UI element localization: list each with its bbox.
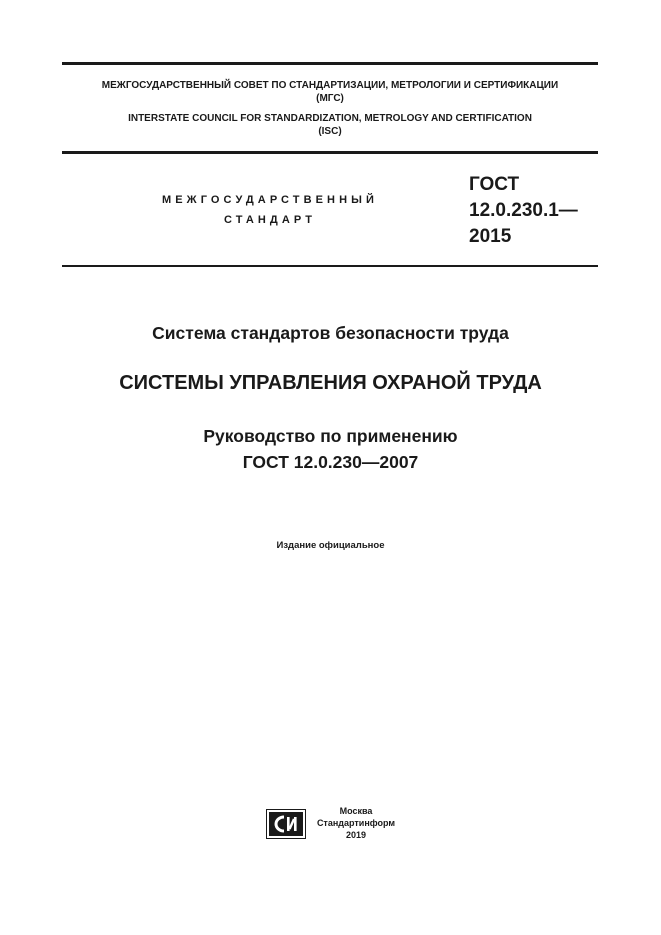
gost-designation-line2: 12.0.230.1—: [469, 200, 578, 221]
gost-designation-year: 2015: [469, 226, 512, 247]
subtitle-line1: Руководство по применению: [203, 426, 458, 446]
publication-year: 2019: [345, 830, 367, 840]
publisher-name: Стандартинформ: [316, 818, 396, 828]
publisher-city: Москва: [339, 806, 373, 816]
edition-note: Издание официальное: [276, 540, 385, 551]
council-abbr-en: (ISC): [318, 125, 342, 137]
bottom-rule: [62, 265, 598, 267]
gost-designation-line1: ГОСТ: [469, 174, 520, 195]
middle-rule: [62, 151, 598, 154]
council-name-ru: [62, 80, 598, 105]
series-title: Система стандартов безопасности труда: [152, 323, 509, 343]
council-name-en-line: INTERSTATE COUNCIL FOR STANDARDIZATION, METROLOGY AND CERTIFICATION: [128, 113, 532, 124]
standard-type-line2: СТАНДАРТ: [223, 214, 317, 226]
subtitle-line2: ГОСТ 12.0.230—2007: [242, 452, 419, 472]
document-title: СИСТЕМЫ УПРАВЛЕНИЯ ОХРАНОЙ ТРУДА: [119, 372, 542, 394]
council-name-ru-line: МЕЖГОСУДАРСТВЕННЫЙ СОВЕТ ПО СТАНДАРТИЗАЦИИ, МЕТРОЛОГИИ И СЕРТИФИКАЦИИ: [101, 80, 559, 91]
top-rule: [62, 62, 598, 65]
standartinform-logo-icon: [266, 809, 306, 839]
council-abbr-ru: (МГС): [316, 92, 344, 104]
council-name-en: [62, 113, 598, 138]
standard-type-line1: МЕЖГОСУДАРСТВЕННЫЙ: [161, 194, 379, 206]
